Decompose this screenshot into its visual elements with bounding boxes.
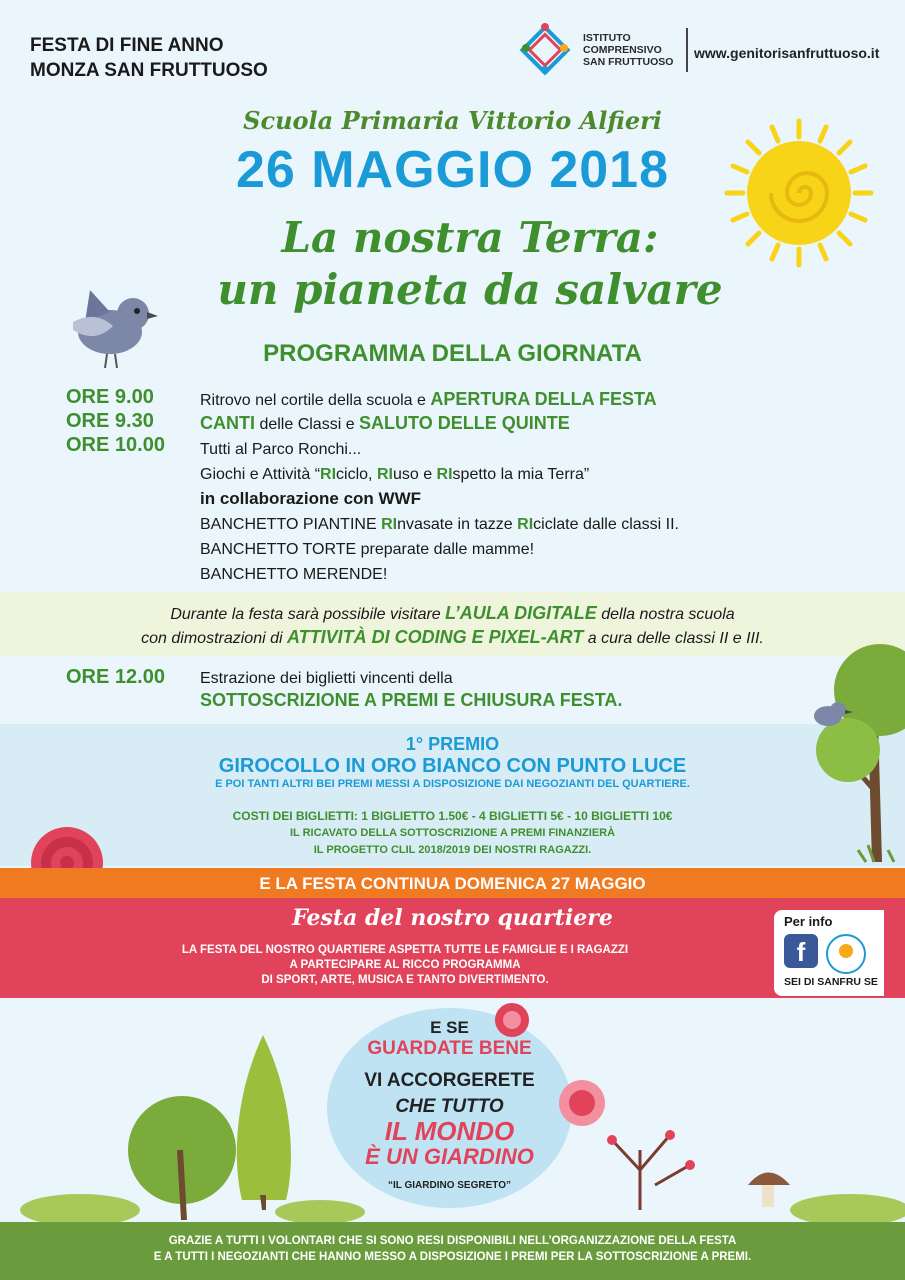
- quartiere-title: Festa del nostro quartiere: [292, 905, 613, 931]
- event-line-2: MONZA SAN FRUTTUOSO: [30, 60, 268, 81]
- prize-main: GIROCOLLO IN ORO BIANCO CON PUNTO LUCE: [218, 755, 687, 777]
- thanks-line-2: E A TUTTI I NEGOZIANTI CHE HANNO MESSO A DISPOSIZIONE I PREMI PER LA SOTTOSCRIZIONE A PREMI.: [153, 1251, 752, 1263]
- garden-quote: “IL GIARDINO SEGRETO”: [388, 1180, 511, 1191]
- thanks-line-1: GRAZIE A TUTTI I VOLONTARI CHE SI SONO RESI DISPONIBILI NELL’ORGANIZZAZIONE DELLA FESTA: [168, 1235, 737, 1247]
- event-date: 26 MAGGIO 2018: [235, 141, 670, 199]
- school-logo-text: [583, 32, 673, 68]
- garden-line-1: E SE: [430, 1018, 469, 1037]
- note-line-1: IL RICAVATO DELLA SOTTOSCRIZIONE A PREMI FINANZIERÀ: [289, 827, 616, 839]
- digital-classroom-band: [0, 592, 905, 656]
- event-theme: [150, 212, 790, 316]
- ticket-costs: [0, 808, 905, 859]
- program-heading: PROGRAMMA DELLA GIORNATA: [263, 340, 642, 367]
- digital-line-2: con dimostrazioni di ATTIVITÀ DI CODING E PIXEL-ART a cura delle classi II e III.: [141, 627, 764, 647]
- time-930: ORE 9.30: [66, 410, 154, 432]
- quartiere-line-1: LA FESTA DEL NOSTRO QUARTIERE ASPETTA TUTTE LE FAMIGLIE E I RAGAZZI: [181, 944, 629, 956]
- footer-thanks: [0, 1233, 905, 1265]
- digital-line-1: Durante la festa sarà possibile visitare L’AULA DIGITALE della nostra scuola: [170, 603, 735, 623]
- prize-sub: E POI TANTI ALTRI BEI PREMI MESSI A DISPOSIZIONE DAI NEGOZIANTI DEL QUARTIERE.: [215, 778, 690, 790]
- group-logo-icon: [826, 934, 866, 974]
- program-line-6: BANCHETTO PIANTINE RInvasate in tazze RIciclate dalle classi II.: [200, 516, 679, 533]
- garden-illustration: [0, 1000, 905, 1225]
- logo-line-1: ISTITUTO: [583, 32, 631, 44]
- quartiere-line-2: A PARTECIPARE AL RICCO PROGRAMMA: [289, 959, 521, 971]
- program-line-1: Ritrovo nel cortile della scuola e APERTURA DELLA FESTA: [200, 389, 657, 409]
- prize-title: 1° PREMIO: [405, 734, 500, 754]
- garden-line-4: CHE TUTTO: [395, 1096, 504, 1117]
- info-box: [774, 910, 884, 996]
- garden-line-5: IL MONDO: [384, 1116, 515, 1146]
- garden-line-2: GUARDATE BENE: [367, 1038, 532, 1059]
- noon-line-1: Estrazione dei biglietti vincenti della: [200, 670, 453, 687]
- school-name: Scuola Primaria Vittorio Alfieri: [243, 106, 662, 135]
- quartiere-text: [0, 943, 810, 988]
- theme-line-1: La nostra Terra:: [281, 213, 659, 262]
- program-line-2: CANTI delle Classi e SALUTO DELLE QUINTE: [200, 413, 570, 433]
- logo-line-2: COMPRENSIVO: [583, 44, 662, 56]
- quartiere-line-3: DI SPORT, ARTE, MUSICA E TANTO DIVERTIMENTO.: [261, 974, 549, 986]
- note-line-2: IL PROGETTO CLIL 2018/2019 DEI NOSTRI RAGAZZI.: [313, 844, 592, 856]
- facebook-icon[interactable]: f: [784, 934, 818, 968]
- website-link[interactable]: www.genitorisanfruttuoso.it: [694, 45, 880, 61]
- program-line-8: BANCHETTO MERENDE!: [200, 566, 388, 583]
- time-9: ORE 9.00: [66, 386, 154, 408]
- garden-line-6: È UN GIARDINO: [365, 1144, 534, 1169]
- logo-line-3: SAN FRUTTUOSO: [583, 56, 674, 68]
- info-name: SEI DI SANFRU SE: [784, 976, 878, 988]
- tree-icon: [798, 640, 905, 866]
- program-line-4: Giochi e Attività “RIciclo, RIuso e RIspetto la mia Terra”: [200, 466, 590, 483]
- noon-line-2: SOTTOSCRIZIONE A PREMI E CHIUSURA FESTA.: [200, 690, 623, 710]
- program-line-3: Tutti al Parco Ronchi...: [200, 441, 362, 458]
- event-line-1: FESTA DI FINE ANNO: [30, 35, 224, 56]
- theme-line-2: un pianeta da salvare: [217, 265, 723, 314]
- costs-line: COSTI DEI BIGLIETTI: 1 BIGLIETTO 1.50€ - 4 BIGLIETTI 5€ - 10 BIGLIETTI 10€: [232, 809, 673, 823]
- time-12: ORE 12.00: [66, 666, 165, 688]
- event-heading: [30, 33, 268, 83]
- time-10: ORE 10.00: [66, 434, 165, 456]
- program-line-5: in collaborazione con WWF: [200, 489, 421, 508]
- garden-line-3: VI ACCORGERETE: [364, 1070, 535, 1091]
- info-label: Per info: [784, 914, 833, 929]
- program-line-7: BANCHETTO TORTE preparate dalle mamme!: [200, 541, 535, 558]
- sunday-banner: E LA FESTA CONTINUA DOMENICA 27 MAGGIO: [0, 868, 905, 898]
- header-divider: [686, 28, 688, 72]
